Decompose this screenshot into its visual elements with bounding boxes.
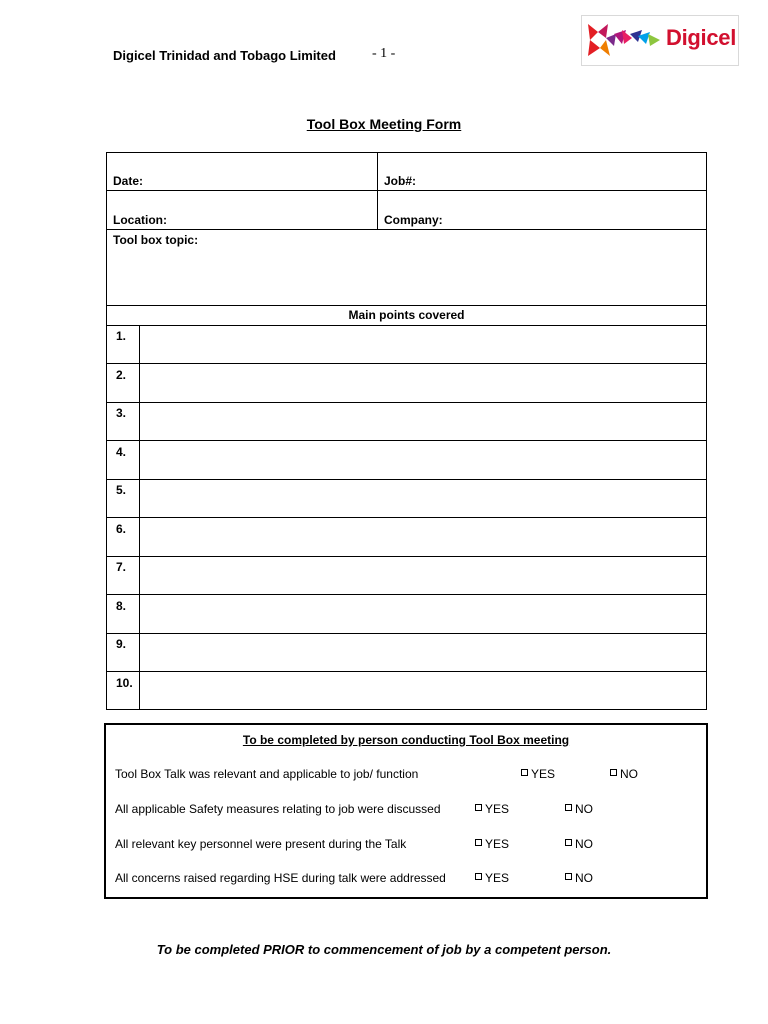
row-divider — [106, 440, 707, 441]
row-divider — [106, 305, 707, 306]
location-label: Location: — [113, 213, 167, 227]
footer-note: To be completed PRIOR to commencement of job by a competent person. — [156, 942, 612, 957]
row-divider — [106, 325, 707, 326]
checkbox-icon — [475, 839, 482, 846]
point-number: 6. — [116, 522, 127, 536]
column-divider — [139, 325, 140, 710]
date-label: Date: — [113, 174, 144, 188]
checklist-title: To be completed by person conducting Tool Box meeting — [242, 733, 570, 747]
point-number: 7. — [116, 560, 127, 574]
point-number: 9. — [116, 637, 127, 651]
checkbox-icon — [475, 804, 482, 811]
tool-box-topic-label: Tool box topic: — [113, 233, 199, 247]
row-divider — [106, 402, 707, 403]
checkbox-icon — [565, 839, 572, 846]
no-checkbox[interactable] — [610, 767, 638, 781]
point-number: 10. — [116, 676, 133, 690]
form-title: Tool Box Meeting Form — [306, 116, 462, 132]
yes-label: YES — [531, 767, 556, 781]
row-divider — [106, 556, 707, 557]
yes-label: YES — [485, 837, 510, 851]
checkbox-icon — [565, 873, 572, 880]
checkbox-icon — [475, 873, 482, 880]
checkbox-icon — [565, 804, 572, 811]
company-label: Company: — [384, 213, 443, 227]
company-name: Digicel Trinidad and Tobago Limited — [113, 48, 336, 63]
row-divider — [106, 479, 707, 480]
checklist-question: Tool Box Talk was relevant and applicable to job/ function — [115, 767, 419, 781]
checkbox-icon — [610, 769, 617, 776]
no-checkbox[interactable] — [565, 871, 593, 885]
row-divider — [106, 229, 707, 230]
row-divider — [106, 671, 707, 672]
no-label: NO — [575, 802, 593, 816]
completion-checklist — [104, 723, 708, 899]
no-checkbox[interactable] — [565, 802, 593, 816]
yes-checkbox[interactable] — [475, 871, 509, 885]
no-label: NO — [575, 871, 593, 885]
digicel-logo-icon — [584, 20, 664, 60]
yes-label: YES — [485, 871, 510, 885]
logo-wordmark: Digicel — [666, 25, 737, 50]
row-divider — [106, 190, 707, 191]
checkbox-icon — [521, 769, 528, 776]
point-number: 5. — [116, 483, 127, 497]
point-number: 4. — [116, 445, 127, 459]
checklist-question: All concerns raised regarding HSE during talk were addressed — [115, 871, 446, 885]
job-number-label: Job#: — [384, 174, 417, 188]
point-number: 1. — [116, 329, 127, 343]
yes-label: YES — [485, 802, 510, 816]
point-number: 8. — [116, 599, 127, 613]
page-number: - 1 - — [372, 46, 396, 61]
checklist-question: All relevant key personnel were present during the Talk — [115, 837, 407, 851]
yes-checkbox[interactable] — [521, 767, 555, 781]
row-divider — [106, 517, 707, 518]
row-divider — [106, 633, 707, 634]
no-checkbox[interactable] — [565, 837, 593, 851]
main-points-header: Main points covered — [348, 308, 465, 322]
no-label: NO — [620, 767, 638, 781]
digicel-logo — [581, 15, 739, 66]
checklist-question: All applicable Safety measures relating to job were discussed — [115, 802, 441, 816]
row-divider — [106, 594, 707, 595]
point-number: 2. — [116, 368, 127, 382]
row-divider — [106, 363, 707, 364]
no-label: NO — [575, 837, 593, 851]
point-number: 3. — [116, 406, 127, 420]
yes-checkbox[interactable] — [475, 837, 509, 851]
yes-checkbox[interactable] — [475, 802, 509, 816]
column-divider — [377, 152, 378, 230]
